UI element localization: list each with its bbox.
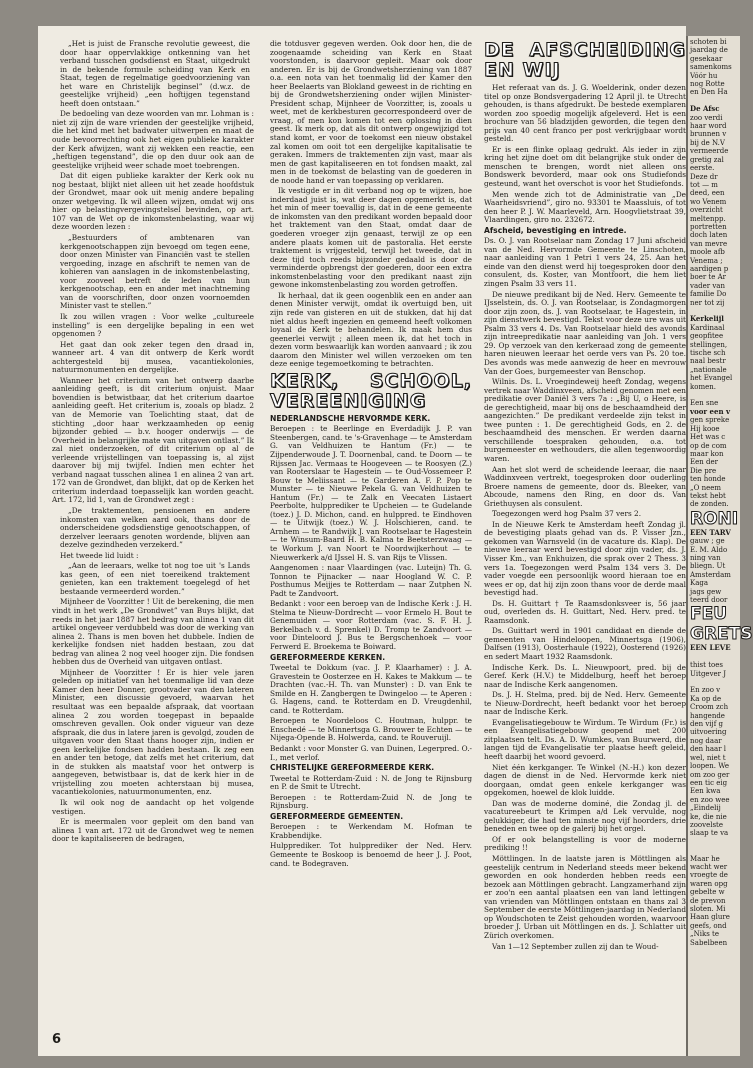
edge-text-line: geefs, ond [690, 921, 727, 930]
edge-heading: RONI [690, 508, 739, 529]
edge-text-line: Een kwa [690, 787, 721, 796]
edge-text-line: moole afb [690, 248, 725, 257]
column-right [484, 40, 686, 1034]
edge-text-line: Maar he [690, 854, 720, 863]
edge-text-line: sloten. Mi [690, 905, 726, 913]
edge-text-line: en Den Ha [690, 88, 728, 97]
edge-text-line: wacht wer [690, 862, 728, 871]
section-subheading: CHRISTELIJKE GEREFORMEERDE KERK. [270, 763, 435, 773]
edge-text-line: De Afsc [690, 104, 720, 114]
edge-text-line: bliegn. Ut [690, 562, 726, 571]
edge-text-line: familie Do [690, 290, 727, 299]
column-middle [270, 40, 472, 1034]
edge-text-line: deed, een [690, 189, 725, 198]
article-paragraph: „Het is juist de Fransche revolutie geweest, die door haar oppervlakkige ontkenning van het verband tusschen godsdienst en Staat, uitgedrukt in de bekende formule scheiding van Kerk en Staat, tegen de regelmatige goedvoorziening van het ware en Christelijk beginsel” (d.w.z. de geestelijke vrijheid) „een hoftijgen tegenstand heeft doen ontstaan.” [60, 39, 250, 108]
edge-text-line: „Niks te [690, 930, 720, 939]
article-paragraph: die totdusver gegeven werden. Ook door hen, die de zoogenaamde scheiding van Kerk en Staat voorstonden, is daarvoor gepleit. Maar ook door anderen. Er is bij de Grondwetsherziening van 1887 o.a. een nota van het toenmalig lid der Kamer den heer Beelaerts van Blokland geweest in de richting en bij de Grondwetsherziening onder wijlen Minister-President schap, Mijnheer de Voorzitter, is, zooals u weet, met de kerkbesturen gecorrespondeerd over de vraag, of men kon komen tot een oplossing in dien geest. Ik merk op, dat als dit ontwerp ongewijzigd tot stand komt, er voor de toekomst een nieuw obstakel zal komen om ooit tot een dergelijke kapitalisatie te geraken. Immers de traktementen zijn vast, maar als men de gast kapitaliseeren en tot fondsen maakt, zal men in de toekomst de belasting van de goederen in de noode hand er van toepassing op verklaren. [270, 39, 472, 185]
edge-text-line [690, 846, 738, 854]
article-paragraph: Hulpprediker. Tot hulpprediker der Ned. Herv. Gemeente te Boskoop is benoemd de heer J. J. Poot, cand. te Bodegraven. [270, 841, 472, 868]
article-paragraph: Tweetal te Dokkum (vac. J. P. Klaarhamer) : J. A. Gravestein te Oosterzee en H. Kakes te Makkum — te Drachten (vac.-H. Th. van Munster) : D. van Enk te Smilde en H. Zangbergen te Dwingeloo — te Aperen : G. Hagens, cand. te Rotterdam en D. Vreugdenhil, cand. te Rotterdam. [270, 663, 472, 715]
page-number: 6 [52, 1032, 62, 1047]
edge-text-line: Amsterdam [690, 570, 731, 579]
article-paragraph: Beroepen : te Werkendam M. Hofman te Krabbendijke. [270, 822, 472, 840]
edge-text-line: „nationale [690, 365, 727, 374]
edge-text-line: Kardinaal [690, 323, 725, 332]
edge-text-line: gauw ; ge [690, 537, 725, 546]
edge-text-line: ten honde [690, 475, 726, 484]
edge-text-line: Sabelbeen [690, 938, 728, 947]
edge-text-line: bij de N.V [690, 138, 725, 147]
edge-text-line: wel, niet t [690, 753, 726, 762]
edge-text-line: gretig zal [690, 155, 724, 164]
edge-text-line: stellingen, [690, 340, 728, 349]
article-paragraph: Men wende zich tot de Administratie van „De Waarheidsvriend”, giro no. 93301 te Maassluis, of tot den heer P. J. W. Maarleveld, Arn. Hoogvlietstraat 39, Vlaardingen, giro no. 232672. [484, 189, 686, 225]
article-paragraph: Toegezongen werd hog Psalm 37 vers 2. [492, 509, 642, 519]
edge-text-line: aardigen p [690, 264, 729, 273]
edge-text-line [690, 391, 738, 399]
edge-text-line: zoovelste [690, 820, 724, 829]
edge-text-line: Een sne [690, 399, 719, 408]
edge-text-line: tekst hebt [690, 491, 726, 500]
article-paragraph: Ik wil ook nog de aandacht op het volgende vestigen. [52, 798, 254, 816]
edge-text-line: hangende [690, 711, 725, 720]
edge-text-line: Hij kooe [690, 424, 720, 433]
edge-text-line: boer te Ar [690, 273, 726, 282]
edge-heading: GRETS [690, 624, 753, 645]
edge-text-line [690, 838, 738, 846]
article-paragraph: Ds. O. J. van Rootselaar nam Zondag 17 Juni afscheid van de Ned. Hervormde Gemeente te Linschoten, naar aanleiding van 1 Petri 1 vers 24, 25. Aan het einde van den dienst werd hij toegesproken door den consulent, ds. Koster, van Montfoort, die hem liet zingen Psalm 33 vers 11. [484, 236, 686, 289]
edge-text-line: EEN LEVE [690, 643, 731, 653]
edge-text-line: Een der [690, 458, 718, 467]
edge-text-line [690, 653, 738, 661]
edge-text-line: gesekaar [690, 54, 723, 63]
article-paragraph: Wilnis. Ds. L. Vroegindeweij heeft Zondag, wegens vertrek naar Waddinxveen, afscheid genomen met een predikatie over Daniël 3 vers 7a : „Bij U, o Heere, is de gerechtigheid, maar bij ons de beschaamdheid der aangezichten.” De predikant verdeelde zijn tekst in twee punten : 1. De gerechtigheid Gods, en 2. de beschaamdheid des menschen. Er werden daarna verschillende toespraken gehouden, o.a. tot burgemeester en wethouders, die allen tegenwoordig waren. [484, 377, 686, 463]
edge-text-line: Ka op de [690, 694, 722, 703]
edge-text-line: zoo verdi [690, 113, 723, 122]
edge-text-line: schoten bi [690, 38, 727, 46]
edge-text-line: Venema ; [690, 256, 723, 265]
article-paragraph: Ds. H. Guittart † Te Raamsdonksveer is, 56 jaar oud, overleden ds. H. Guittart, Ned. Herv. pred. te Raamsdonk. [484, 598, 686, 625]
edge-text-line: ning van [690, 553, 721, 562]
edge-text-line: en zoo wee [690, 795, 730, 804]
edge-text-line: de prevon [690, 896, 726, 905]
edge-text-line: geopfitee [690, 332, 724, 341]
section-subheading: NEDERLANDSCHE HERVORMDE KERK. [270, 413, 431, 423]
edge-text-line: nog Rotte [690, 80, 725, 89]
edge-text-line: samenkoms [690, 63, 732, 72]
edge-text-line: den haar l [690, 745, 727, 754]
edge-text-line: om zoo ger [690, 770, 730, 779]
article-paragraph: Möttlingen. In de laatste jaren is Möttlingen als geestelijk centrum in Nederland steeds meer bekend geworden en ook honderden hebben reeds een bezoek aan Möttlingen gebracht. Langzamerhand zijn er zoo'n een aantal plaatsen een van land lettingen van vrienden van Möttlingen ontstaan en thans zal 3 September de eerste Möttlingen-jaardag in Nederland op Woudschoten te Zeist gehouden worden, waarvoor broeder J. Urban uit Möttlingen en ds. J. Schlatter uit Zürich overkomen. [484, 854, 687, 940]
edge-text-line: teerd door [690, 596, 728, 604]
section-title: KERK, SCHOOL, VEREENIGING [270, 369, 472, 412]
edge-text-line: wo Venem [690, 197, 727, 206]
section-subheading: Afscheid, bevestiging en intrede. [484, 225, 627, 235]
edge-text-line: van mevre [690, 239, 728, 248]
article-paragraph: „De traktementen, pensioenen en andere inkomsten van welken aard ook, thans door de onderscheidene godsdienstige genootschappen, of derzelver leeraars genoten wordende, blijven aan dezelve gezindheden verzekerd.” [60, 505, 250, 550]
edge-text-line: Croom zch [690, 703, 729, 712]
edge-text-line: jaardag de [690, 46, 728, 55]
edge-text-line: eerste. [690, 164, 715, 173]
article-paragraph: Ik herhaal, dat ik geen oogenblik een en ander aan denen Minister verwijt, omdat ik overtuigd ben, uit zijn rede van gisteren en uit de stukken, dat hij dat niet aldus heeft ingezien en gemeend heeft volkomen loyaal de Kerk te behandelen. Ik maak hem dus geenerlei verwijt ; alleen meen ik, dat het toch in dezen vorm beswaarlijk kan worden aanvaard ; ik zou daarom den Minister wel willen verzoeken om ten deze eenige tegemoetkoming te betrachten. [270, 290, 472, 369]
article-paragraph: In de Nieuwe Kerk te Amsterdam heeft Zondag jl. de bevestiging plaats gehad van ds. P. Visser Jzn., gekomen van Warnsveld (in de vacature ds. Klap). De nieuwe leeraar werd bevestigd door zijn vader, ds. J. Visser Km., van Enkhuizen, die sprak over 2 Thess. 3 vers 1a. Toegezongen werd Psalm 134 vers 3. De vader voegde een persoonlijk woord hieraan toe en wees er op, dat hij zijn zoon thans voor de derde maal bevestigd had. [484, 519, 686, 598]
edge-text-line: het Evangel [690, 374, 733, 383]
article-paragraph: Beroepen te Noordeloos C. Houtman, hulppr. te Enschedé — te Minnertsga G. Brouwer te Echten — te Nijega-Opende B. Holwerda, cand. te Rouveruijl. [270, 716, 472, 743]
edge-text-line: komen. [690, 382, 716, 391]
article-paragraph: Wanneer het criterium van het ontwerp daarbe aanleiding geeft, is dit criterium onjuist. Maar bovendien is betwistbaar, dat het criterium daartoe aanleiding geeft. Het criterium is, zooals op bladz. 2 van de Memorie van Toelichting staat, dat de stichting „door haar werkzaamheden op eenig bijzonder gebied — b.v. hooger onderwijs — de Overheid in belangrijke mate van uitgaven ontlast.” Ik zal niet onderzoeken, of dit criterium op al de verleende vrijstellingen van toepassing is, al zijst daarover bij mij twijfel. Indien men echter het verband nagaat tusschen alinea 1 en alinea 2 van art. 172 van de Grondwet, dan blijkt, dat op de Kerken het criterium inderdaad toepasselijk kan worden geacht. Art. 172, lid 1, van de Grondwet zegt : [52, 375, 254, 505]
edge-text-line: doch laten [690, 231, 728, 240]
article-paragraph: Niet één kerkganger. Te Winkel (N.-H.) kon dezer dagen de dienst in de Ned. Hervormde kerk niet doorgaan, omdat geen enkele kerkganger was opgekomen, hoewel de klok luidde. [484, 762, 686, 798]
article-paragraph: De nieuwe predikant bij de Ned. Herv. Gemeente te IJsselstein, ds. O. J. van Rootselaar, is Zondagmorgen door zijn zoon, ds. J. van Rootselaar, te Hagestein, in zijn dienstwerk bevestigd. Tekst voor deze ure was uit Psalm 33 vers 4. Ds. Van Rootselaar hield des avonds zijn intreepredikatie naar aanleiding van Joh. 1 vers 29. Op verzoek van den kerkeraad zong de gemeente haren nieuwen leeraar het oerde vers van Ps. 20 toe. Des avonds was mede aanwezig de heer en mevrouw Van der Goes, burgemeester van Benschop. [484, 289, 686, 376]
article-paragraph: Ik zou willen vragen : Voor welke „cultureele instelling” is een dergelijke bepaling in een wet opgenomen ? [52, 311, 254, 339]
edge-text-line: voor een v [690, 406, 731, 416]
section-subheading: GEREFORMEERDE KERKEN. [270, 652, 386, 662]
edge-text-line: Het was c [690, 433, 726, 442]
edge-text-line [690, 678, 738, 686]
edge-text-line: ner tot zij [690, 298, 725, 307]
edge-heading: FEU [690, 604, 728, 625]
edge-text-line: tot — m [690, 180, 718, 189]
edge-text-line: brunnen v [690, 130, 727, 139]
article-paragraph: Van 1—12 September zullen zij dan te Woud- [492, 941, 659, 951]
edge-text-line: tische sch [690, 349, 726, 358]
article-paragraph: Mijnheer de Voorzitter ! Uit de berekening, die men vindt in het werk „De Grondwet” van Buys blijkt, dat reeds in het jaar 1887 het bedrag van alinea 1 van dit artikel ongeveer verdubbeld was door de werking van alinea 2. Thans is men boven het dubbele. Indien de kerkelijke fondsen niet hadden bestaan, zou dat bedrag van alinea 2 nog veel hooger zijn. Die fondsen hebben dus de Overheid van uitgaven ontlast. [52, 597, 254, 667]
article-paragraph: Dan was de moderne dominé, die Zondag jl. de vacatureebeurt te Krimpen a/d Lek vervulde, nog gelukkiger, die had ten minste nog vijf hoorders, drie beneden en twee op de galerij bij het orgel. [484, 798, 686, 834]
edge-text-line: vader van [690, 281, 725, 290]
edge-text-line: Kerkelijl [690, 314, 724, 324]
section-subheading: GEREFORMEERDE GEMEENTEN. [270, 811, 404, 821]
section-title: DE AFSCHEIDING EN WIJ [484, 39, 686, 81]
adjacent-page-text [690, 38, 753, 947]
edge-text-line: En zoo v [690, 686, 721, 695]
edge-text-line: Deze dr [690, 172, 718, 181]
article-paragraph: Tweetal te Rotterdam-Zuid : N. de Jong te Rijnsburg en P. de Smit te Utrecht. [270, 773, 472, 792]
edge-text-line: Vóór hu [690, 71, 718, 80]
edge-text-line: thist toes [690, 661, 723, 670]
edge-text-line: nog daar [690, 736, 722, 745]
edge-text-line: Kaga [690, 579, 709, 588]
article-paragraph: Beroepen : te Rotterdam-Zuid N. de Jong te Rijnsburg. [270, 792, 472, 811]
edge-text-line: E. M. Aldo [690, 545, 728, 554]
edge-text-line: loopen. We [690, 762, 730, 771]
edge-text-line: slaap te va [690, 829, 729, 838]
article-paragraph: Er is een flinke oplaag gedrukt. Als ieder in zijn kring het zijne doet om dit belangrijke stuk onder de menschen te brengen, wordt niet alleen ons Bondswerk bevorderd, maar ook ons Studiefonds gesteund, want het overschot is voor het Studiefonds. [484, 144, 686, 189]
article-paragraph: Het gaat dan ook zeker tegen den draad in, wanneer art. 4 van dit ontwerp de Kerk wordt achtergesteld bij musea, vacantiekolonies, natuurmonumenten en dergelijke. [52, 339, 254, 375]
edge-text-line: uitvoering [690, 728, 727, 737]
column-left [52, 40, 254, 1030]
article-paragraph: Het tweede lid luidt : [60, 550, 139, 560]
article-paragraph: Aan het slot werd de scheidende leeraar, die naar Waddinxveen vertrekt, toegesproken door ouderling Broere namens de gemeente, door ds. Bleeker, van Abcoude, namens den Ring, en door ds. Van Griethuysen als consulent. [484, 464, 686, 508]
edge-text-line: Uitgever J [690, 669, 727, 678]
edge-text-line: waren opg [690, 879, 728, 888]
edge-text-line: „Eindelij [690, 804, 721, 813]
article-paragraph: Ik vestigde er in dit verband nog op te wijzen, hoe inderdaad juist is, wat deer dagen opgemerkt is, dat het min of meer toevallig is, dat in de eene gemeente de inkomsten van den predikant worden bepaald door het traktement van den Staat, omdat daar de goederen vroeger zijn genaast, terwijl ze op een andere plaats komen uit de pastoralia. Het eerste traktement is vrijgesteld, terwijl het tweede, dat in deze tijd toch reeds bijzonder gedaald is door de verminderde opbrengst der goederen, door een extra inkomstenbelasting voor den predikant naast zijn gewone inkomstenbelasting zou worden getroffen. [270, 186, 472, 290]
edge-text-line: vroegte de [690, 871, 728, 880]
article-paragraph: Beroepen : te Beerlinge en Everdadijk J. P. van Steenbergen, cand. te 's-Gravenhage — te Amsterdam G. van Veldhuizen te Hantum (Fr.) — te Zijpenderwoude J. T. Doornenbal, cand. te Doorn — te Rijssen Jac. Vermaas te Hoogeveen — te Roosyen (Z.) van Rooterslaar te Hagestein — te Oud-Vossemeer P. Bouw te Meliissant — te Garderen A. F. P. Pop te Munster — te Nieuwe Pekela G. van Veldhuizen te Hantum (Fr.) — te Zalk en Veecaten Listaert Peerbolte, hulpprediker te Upcheien — te Gudelande (toez.) J. D. Michon, cand. en hulppred. te Eindhoven — te Uitwijk (toez.) W. J. Holschieren, cand. te Arnhem — te Randwijk J. van Rootselaar te Hagestein — te Winsum-Baard H. B. Kalma te Beetsterzwaag — te Workum J. van Noort te Noordwijkerhout — te Nieuwerkerk a/d IJssel H. S. van Rijs te Vlissen. [270, 424, 472, 562]
edge-text-line: gen spreke [690, 416, 730, 425]
adjacent-page-edge [686, 36, 753, 1056]
edge-text-line: de zonden. [690, 500, 729, 509]
edge-text-line: haar word [690, 122, 727, 131]
article-paragraph: Dat dit eigen publieke karakter der Kerk ook nu nog bestaat, blijkt niet alleen uit het zeade hoofdstuk der Grondwet, maar ook uit menig andere bepaling onzer wetgeving. Ik wil alleen wijzen, omdat wij ons hier op belastingvergevingstelsel bevinden, op art. 107 van de Wet op de inkomstenbelasting, waar wij deze woorden lezen : [52, 171, 254, 232]
edge-text-line: een tic eig [690, 778, 728, 787]
article-paragraph: Er is meermalen voor gepleit om den band van alinea 1 van art. 172 uit de Grondwet weg te nemen door te kapitaliseeren de bedragen, [52, 817, 254, 844]
article-paragraph: Ds. J. H. Stelma, pred. bij de Ned. Herv. Gemeente te Nieuw-Dordrecht, heeft bedankt voor het beroep naar de Indische Kerk. [484, 690, 686, 717]
article-paragraph: Indische Kerk. Ds. L. Nieuwpoort, pred. bij de Geref. Kerk (H.V.) te Middelburg, heeft het beroep naar de Indische Kerk aangenomen. [484, 662, 686, 689]
article-paragraph: Evangelisatiegebouw te Wirdum. Te Wirdum (Fr.) is een Evangelisatiegebouw geopend met 200 zitplaatsen telt. Ds. A. D. Wumkes, van Buurwerd, die langen tijd de Evangelisatie ter plaatse heeft geleid, heeft daarbij het woord gevoerd. [484, 717, 686, 762]
article-paragraph: Of er ook belangstelling is voor de moderne prediking !! [484, 834, 686, 853]
edge-text-line: Haan glure [690, 913, 730, 922]
edge-text-line: Die pre [690, 466, 717, 475]
edge-text-line: naal bestr [690, 357, 726, 366]
article-paragraph: Ds. Guittart werd in 1901 candidaat en diende de gemeenten van Hindeloopen, Minnertsga (1906), Dalfsen (1913), Oosterhaule (1922), Oosterend (1926) en sedert Maart 1932 Raamsdonk. [484, 626, 686, 661]
edge-text-line: op de com [690, 441, 727, 450]
edge-text-line: jags gew [690, 587, 722, 596]
article-paragraph: Bedankt : voor een beroep van de Indische Kerk : J. H. Stelma te Nieuw-Dordrecht — voor Ermelo H. Bout te Genemuiden — voor Rotterdam (vac. S. F. H. J. Berkelbach v. d. Sprenkel) D. Tromp te Zandvoort — voor Dinteloord J. Bus te Bergschenhoek — voor Ferwerd E. Broekema te Boiward. [270, 599, 472, 651]
edge-text-line: vermeerde [690, 147, 729, 156]
edge-text-line: „O neem [690, 483, 722, 492]
article-paragraph: Mijnheer de Voorzitter ! Er is hier vele jaren geleden op initiatief van het toenmalige lid van deze Kamer den heer Donner, grootvader van den lateren Minister, een discussie gevoerd, waarvan het resultaat was een bepaalde afspraak, dat voortaan alinea 2 zou worden toegepast in bepaalde omschreven gevallen. Ook onder vigueur van deze afspraak, die dus in latere jaren is gevolgd, zouden de uitgaven voor den Staat thans hooger zijn, indien er geen kerkelijke fondsen hadden bestaan. Ik zeg een en ander ten betoge, dat zelfs met het criterium, dat in de stukken als maatstaf voor het ontwerp is aangegeven, betwistbaar is, dat de kerk hier in de vrijstelling zou moeten achterstaan bij musea, vacantiekolonies, natuurmonumenten, enz. [52, 667, 254, 797]
article-paragraph: „Aan de leeraars, welke tot nog toe uit 's Lands kas geen, of een niet toereikend traktement genieten, kan een traktement toegelegd of het bestaande vermeerderd worden.” [60, 561, 250, 596]
article-paragraph: De bedoeling van deze woorden van mr. Lohman is : niet zij zijn de ware vrienden der geestelijke vrijheid, die het kind met het badwater uitwerpen en maat de oude bevoorrechting ook het eigen publieke karakter der Kerk afwijzen, want zij wekken een reactie, een „heftigen tegenstand”, die op den duur ook aan de geestelijke vrijheid weer schade moet toebrengen. [52, 109, 254, 170]
edge-text-line: meltenpp. [690, 214, 726, 223]
article-paragraph: Aangenomen : naar Vlaardingen (vac. Luteijn) Th. G. Tonnon te Pijnacker — naar Hoogland W. C. P. Posthumus Meijjes te Rotterdam — naar Zutphen N. Padt te Zandvoort. [270, 563, 472, 598]
article-paragraph: „Bestuurders of ambtenaren van kerkgenootschappen zijn bevoegd om tegen eene, door onzen Minister van Financiën vast te stellen vergoeding, inzage en afschrift te nemen van de kohieren van aanslagen in de inkomstenbelasting, voor zooveel betreft de leden van hun kerkgenootschap, een en ander met inachtneming van de voorschriften, door onzen voornoemden Minister vast te stellen.” [60, 233, 250, 311]
edge-text-line: overzicht [690, 206, 723, 215]
edge-text-line: maar kon [690, 449, 724, 458]
edge-text-line: portretten [690, 222, 727, 231]
edge-text-line: gebelte w [690, 888, 725, 897]
edge-text-line: den vijf g [690, 720, 724, 729]
edge-text-line: EEN TARV [690, 527, 731, 537]
article-paragraph: Bedankt : voor Monster G. van Duinen, Legerpred. O.-I., met verlof. [270, 744, 472, 762]
article-paragraph: Het referaat van ds. J. G. Woelderink, onder dezen titel op onze Bondsvergadering 12 April jl. te Utrecht gehouden, is thans afgedrukt. De bestede exemplaren worden zoo spoedig mogelijk afgeleverd. Het is een brochure van 56 bladzijden geworden, die tegen den prijs van 40 cent franco per post verkrijgbaar wordt gesteld. [484, 83, 686, 144]
edge-text-line: ke, die nie [690, 812, 727, 821]
newspaper-page [38, 26, 686, 1056]
